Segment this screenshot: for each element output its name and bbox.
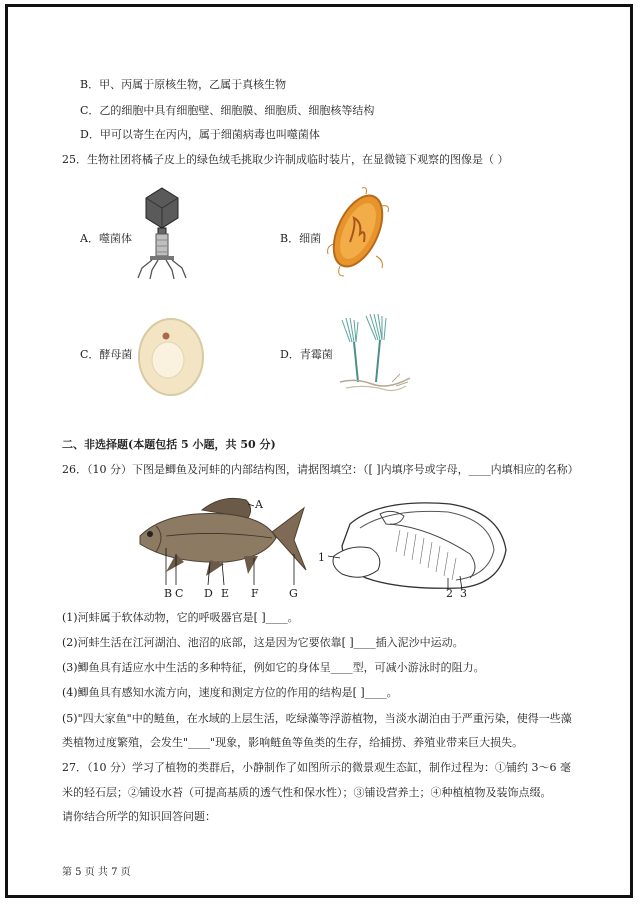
q24-option-d: D．甲可以寄生在丙内，属于细菌病毒也叫噬菌体 — [80, 128, 320, 141]
fish-label-b: B — [164, 587, 173, 600]
fish-label-e: E — [221, 587, 230, 600]
q26-sub-2: (2)河蚌生活在江河湖泊、池沼的底部，这是因为它要依靠[ ]____插入泥沙中运动。 — [62, 636, 464, 649]
clam-label-1: 1 — [318, 551, 325, 564]
penicillium-image — [336, 312, 416, 396]
q26-stem: 26．（10 分）下图是鲫鱼及河蚌的内部结构图，请据图填空：（[ ]内填序号或字母，____内填相应的名称） — [62, 463, 579, 476]
yeast-cell-image — [136, 316, 206, 398]
q25-option-c: C．酵母菌 — [80, 348, 133, 361]
q24-option-c: C．乙的细胞中具有细胞壁、细胞膜、细胞质、细胞核等结构 — [80, 104, 375, 117]
q25-option-d: D．青霉菌 — [280, 348, 333, 361]
bacteriophage-image — [132, 186, 192, 280]
fish-label-d: D — [204, 587, 213, 600]
q26-sub-4: (4)鲫鱼具有感知水流方向，速度和测定方位的作用的结构是[ ]____。 — [62, 686, 398, 699]
q27-line-2: 米的轻石层；②铺设水苔（可提高基质的透气性和保水性）；③铺设营养土；④种植植物及装饰点缀。 — [62, 786, 552, 799]
q26-sub-5-line-2: 类植物过度繁殖，会发生"____"现象，影响鲢鱼等鱼类的生存，给捕捞、养殖业带来巨大损失。 — [62, 736, 524, 749]
q25-stem: 25．生物社团将橘子皮上的绿色绒毛挑取少许制成临时装片，在显微镜下观察的图像是（ ） — [62, 153, 509, 166]
clam-label-3: 3 — [460, 587, 467, 600]
fish-label-a: A — [255, 498, 263, 511]
fish-label-f: F — [251, 587, 259, 600]
section-2-heading: 二、非选择题(本题包括 5 小题，共 50 分) — [62, 438, 276, 451]
q25-option-b: B．细菌 — [280, 232, 322, 245]
river-clam-image — [320, 494, 514, 596]
fish-label-g: G — [289, 587, 298, 600]
q27-line-3: 请你结合所学的知识回答问题： — [62, 810, 216, 823]
bacterium-image — [326, 186, 390, 278]
page-footer: 第 5 页 共 7 页 — [62, 867, 131, 878]
q27-line-1: 27．（10 分）学习了植物的类群后，小静制作了如图所示的微景观生态缸，制作过程为：①铺约 3～6 毫 — [62, 761, 571, 774]
q24-option-b: B．甲、丙属于原核生物，乙属于真核生物 — [80, 78, 287, 91]
crucian-carp-image — [136, 492, 312, 602]
q25-option-a: A．噬菌体 — [80, 232, 132, 245]
q26-sub-1: (1)河蚌属于软体动物，它的呼吸器官是[ ]____。 — [62, 611, 299, 624]
clam-label-2: 2 — [446, 587, 453, 600]
q26-sub-5-line-1: (5)"四大家鱼"中的鲢鱼，在水域的上层生活，吃绿藻等浮游植物，当淡水湖泊由于严重污染，使得一些藻 — [62, 712, 572, 725]
q26-sub-3: (3)鲫鱼具有适应水中生活的多种特征，例如它的身体呈____型，可减小游泳时的阻力。 — [62, 661, 485, 674]
fish-label-c: C — [175, 587, 184, 600]
